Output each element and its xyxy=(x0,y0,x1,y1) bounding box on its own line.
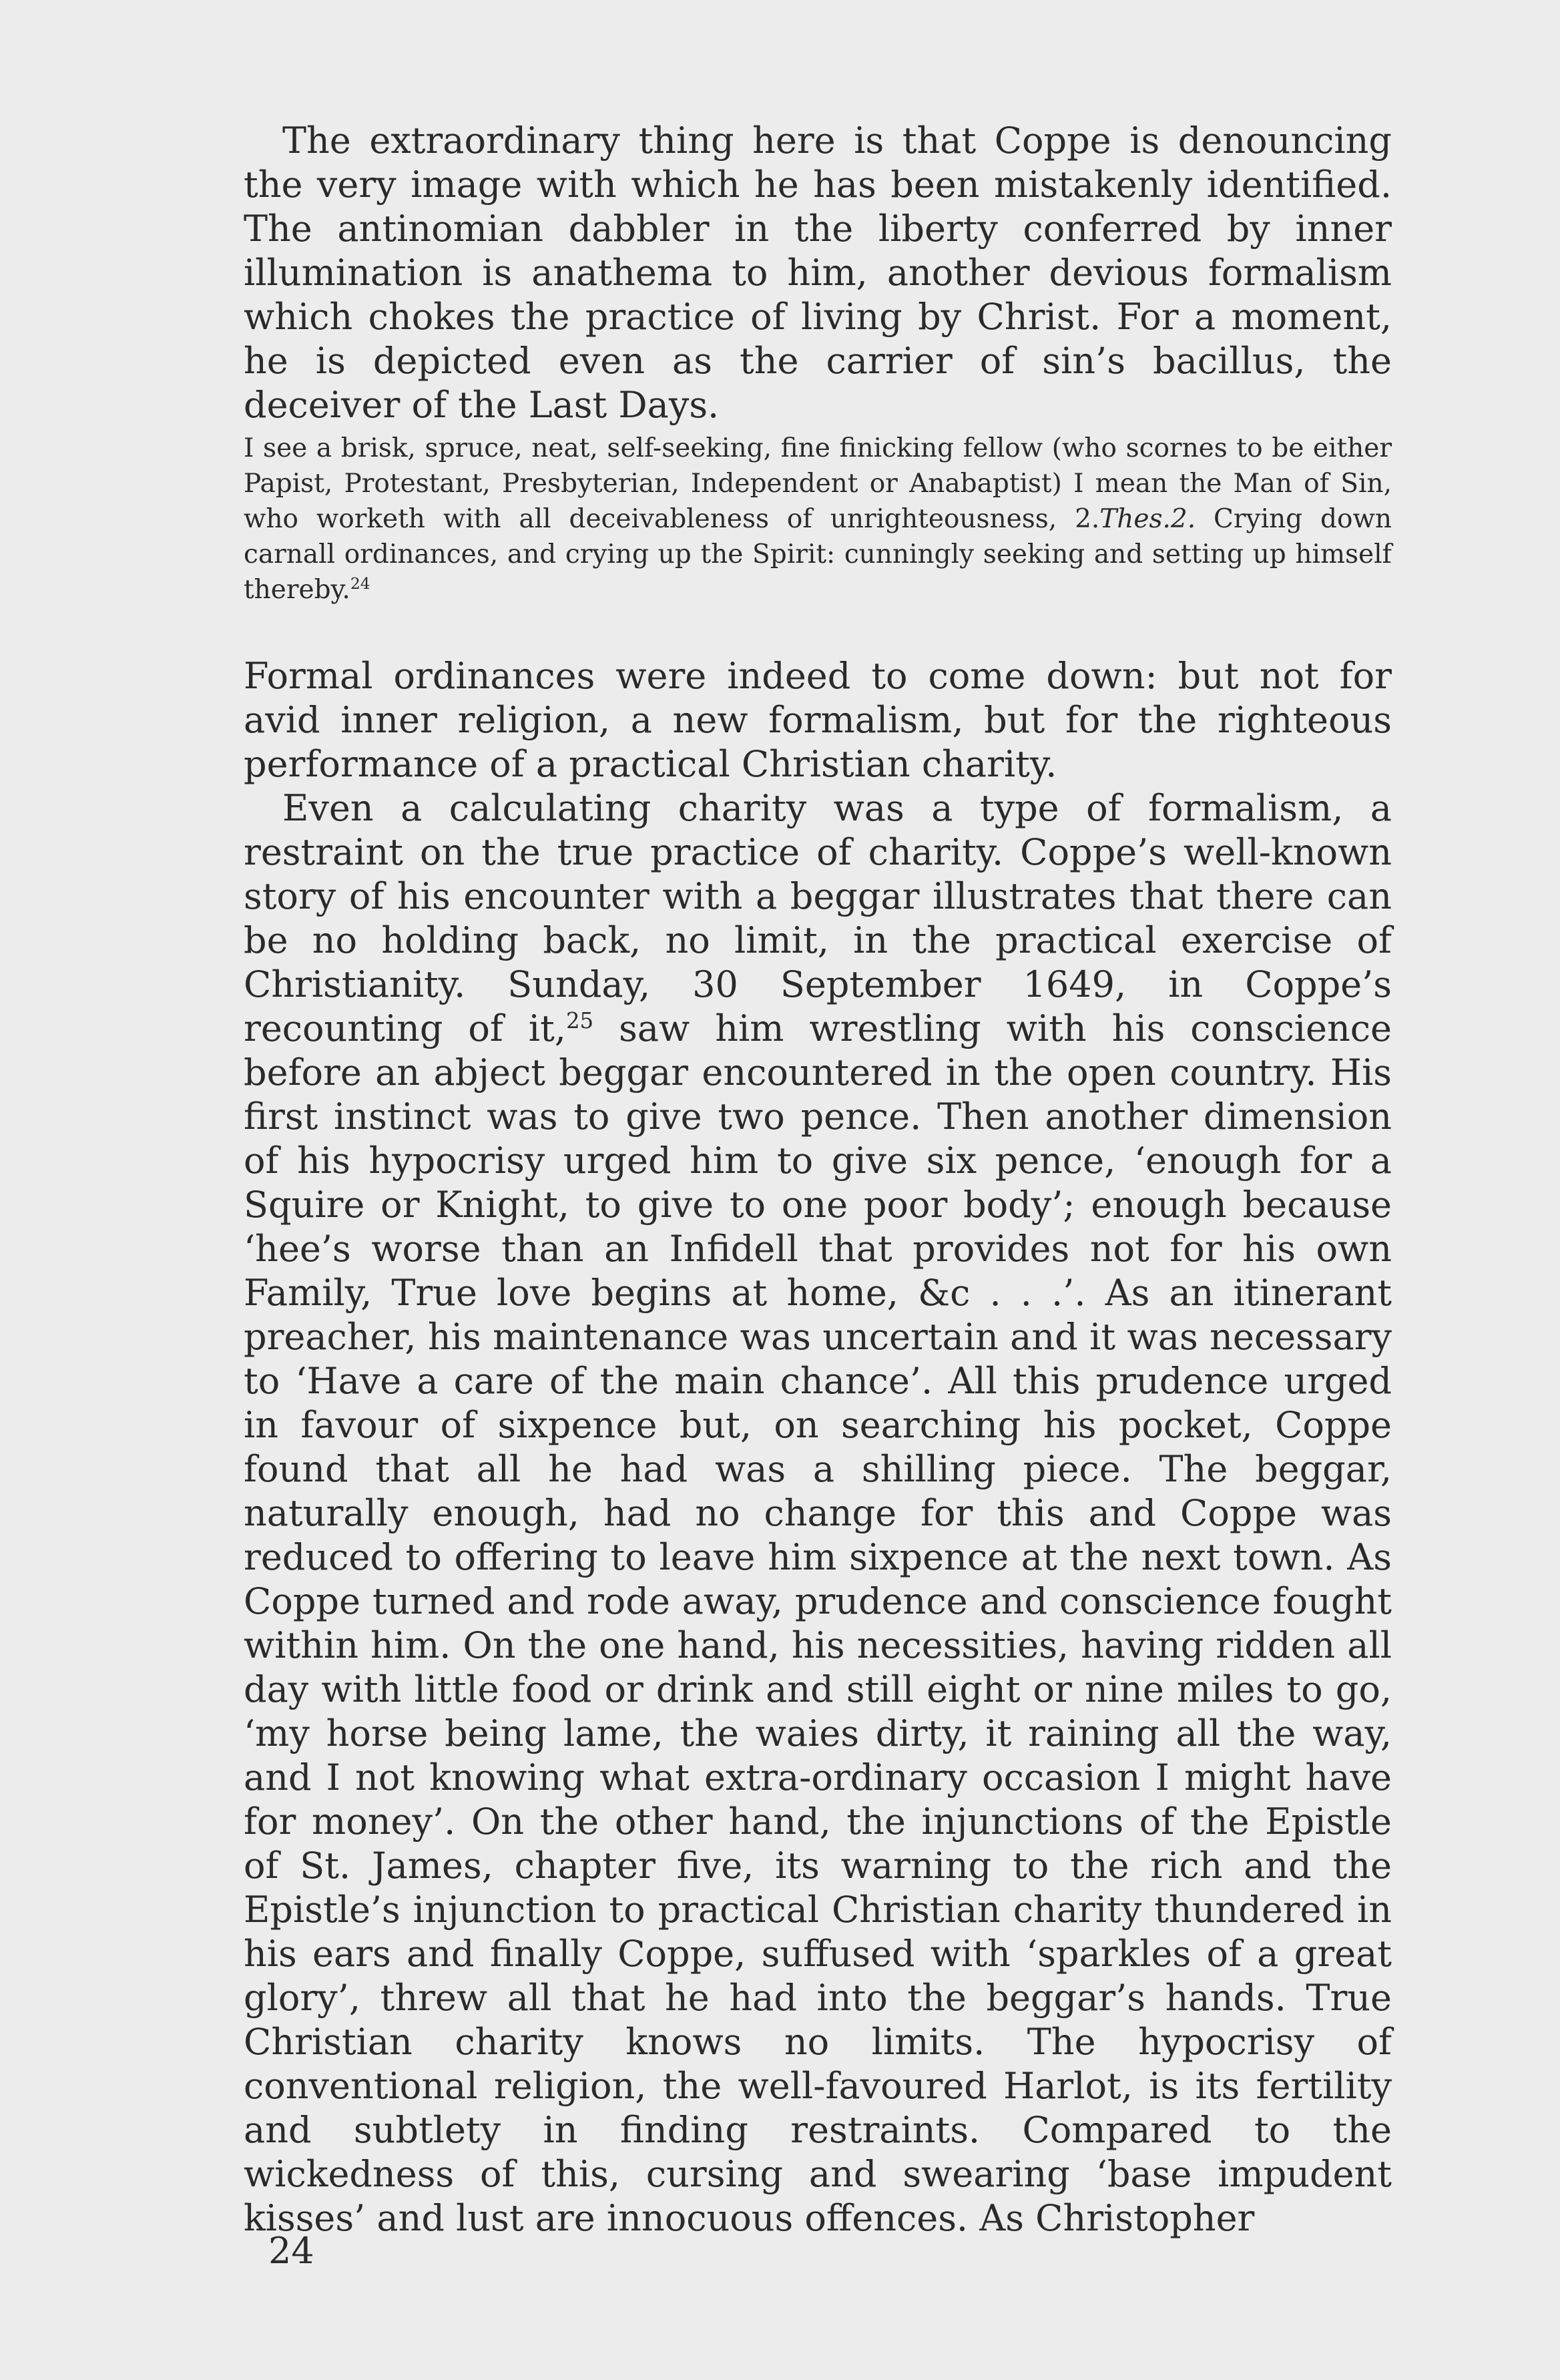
paragraph-3-start: Even a calculating charity was a type of formalism, a restraint on the true practice of charity. Coppe’s well-known story of his encounter with a beggar illustrates that there can be no holding back, no limit, in the practical exercise of Christianity. Sunday, 30 September 1649, in Coppe’s recounting of it, xyxy=(244,787,1392,1049)
quote-text-start: I see a brisk, spruce, neat, self-seeking, fine finicking fellow (who scornes to be either Papist, Protestant, Presbyterian, Independent or Anabaptist) I mean the Man of Sin, who worketh with all deceivableness of unrighteousness, 2. xyxy=(244,433,1392,534)
quote-text-end: Crying down carnall ordinances, and crying up the Spirit: cunningly seeking and setting up himself thereby. xyxy=(244,504,1392,605)
body-paragraph-3 xyxy=(244,786,1392,2240)
opening-paragraph-block xyxy=(244,119,1392,427)
block-quote-text xyxy=(244,431,1392,608)
paragraph-3-rest: saw him wrestling with his conscience before an abject beggar encountered in the open country. His first instinct was to give two pence. Then another dimension of his hypocrisy urged him to give six pence, ‘enough for a Squire or Knight, to give to one poor body’; enough because ‘hee’s worse than an Infidell that provides not for his own Family, True love begins at home, &c . . .’. As an itinerant preacher, his maintenance was uncertain and it was necessary to ‘Have a care of the main chance’. All this prudence urged in favour of sixpence but, on searching his pocket, Coppe found that all he had was a shilling piece. The beggar, naturally enough, had no change for this and Coppe was reduced to offering to leave him sixpence at the next town. As Coppe turned and rode away, prudence and conscience fought within him. On the one hand, his necessities, having ridden all day with little food or drink and still eight or nine miles to go, ‘my horse being lame, the waies dirty, it raining all the way, and I not knowing what extra-ordinary occasion I might have for money’. On the other hand, the injunctions of the Epistle of St. James, chapter five, its warning to the rich and the Epistle’s injunction to practical Christian charity thundered in his ears and finally Coppe, suffused with ‘sparkles of a great glory’, threw all that he had into the beggar’s hands. True Christian charity knows no limits. The hypocrisy of conventional religion, the well-favoured Harlot, is its fertility and subtlety in finding restraints. Compared to the wickedness of this, cursing and swearing ‘base impudent kisses’ and lust are innocuous offences. As Christopher xyxy=(244,1007,1392,2239)
footnote-marker-24: 24 xyxy=(350,574,370,593)
body-paragraph-2: Formal ordinances were indeed to come down: but not for avid inner religion, a new formalism, but for the righteous performance of a practical Christian charity. xyxy=(244,655,1392,785)
main-text-block xyxy=(244,654,1392,2240)
footnote-marker-25: 25 xyxy=(565,1008,594,1033)
page-number: 24 xyxy=(268,2230,314,2272)
block-quote xyxy=(244,431,1392,608)
body-paragraph-1: The extraordinary thing here is that Coppe is denouncing the very image with which he has been mistakenly identified. The antinomian dabbler in the liberty conferred by inner illumination is anathema to him, another devious formalism which chokes the practice of living by Christ. For a moment, he is depicted even as the carrier of sin’s bacillus, the deceiver of the Last Days. xyxy=(244,120,1392,426)
quote-scripture-reference: Thes.2. xyxy=(1099,504,1196,534)
